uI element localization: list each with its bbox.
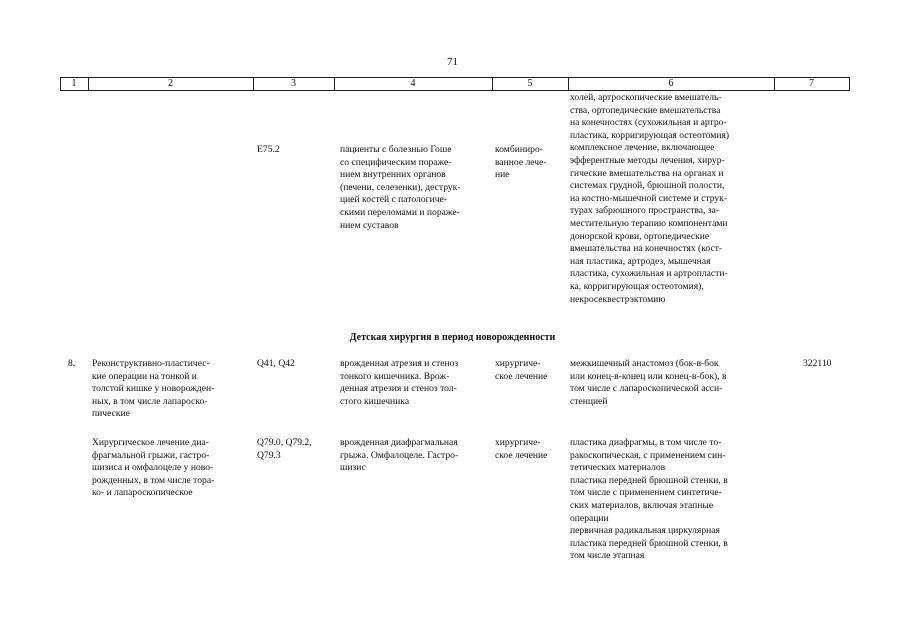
continued-treatment-type: комбиниро- ванное лече- ние [495, 144, 547, 181]
section-title: Детская хирургия в период новорожденности [349, 332, 556, 343]
column-header-3: 3 [291, 78, 296, 89]
column-header-1: 1 [71, 78, 77, 89]
column-header-5: 5 [527, 78, 533, 89]
continued-model: пациенты с болезнью Гоше со специфическим пораже- нием внутренних органов (печени, селезенки), деструк- цией костей с патологиче- скими переломами и пораже- нием суставов [340, 144, 461, 231]
row-number: 8. [68, 358, 76, 369]
row-methods: пластика диафрагмы, в том числе то- ракоскопическая, с применением син- тетических материалов пластика передней брюшной стенки, в том числе с применением синтетиче- ских материалов, включая этапные операции первичная радикальная циркулярная пластика передней брюшной стенки, в том числе этапная [570, 437, 728, 562]
row-name: Реконструктивно-пластичес- кие операции на тонкой и толстой кишке у новорожден- ных, в том числе лапароско- пические [92, 358, 215, 420]
column-header-4: 4 [410, 78, 416, 89]
page-number: 71 [447, 56, 458, 68]
column-header-6: 6 [668, 78, 674, 89]
column-header-2: 2 [168, 78, 173, 89]
row-model: врожденная атрезия и стеноз тонкого кишечника. Врож- денная атрезия и стеноз тол- стого кишечника [340, 358, 459, 407]
row-model: врожденная диафрагмальная грыжа. Омфалоцеле. Гастро- шизис [340, 437, 459, 474]
row-treatment-type: хирургиче- ское лечение [495, 437, 548, 461]
row-name: Хирургическое лечение диа- фрагмальной грыжи, гастро- шизиса и омфалоцеле у ново- рожденных, в том числе тора- ко- и лапароскопическое [92, 437, 215, 499]
row-methods: межкишечный анастомоз (бок-в-бок или конец-в-конец или конец-в-бок), в том числе с лапароскопической асси- стенцией [570, 358, 727, 407]
row-code: Q41, Q42 [257, 358, 295, 369]
row-treatment-type: хирургиче- ское лечение [495, 358, 548, 382]
continued-code: E75.2 [257, 144, 280, 155]
column-header-7: 7 [809, 78, 814, 89]
column-divider [849, 77, 850, 91]
row-cost: 322110 [803, 358, 832, 369]
table-header-bottom-rule [60, 90, 850, 91]
continued-methods: холей, артроскопические вмешатель- ства, ортопедические вмешательства на конечностях (сухожильная и артро- пластика, корригирующая остеотомия) комплексное лечение, включающее эфферентные методы лечения, хирур- гические вмешательства на органах и системах грудной, брюшной полости, на костно-мышечной системе и струк- турах забрюшного пространства, за- местительную терапию компонентами донорской крови, ортопедические вмешательства на конечностях (кост- ная пластика, артродез, мышечная пластика, сухожильная и артропласти- ка, корригирующая остеотомия), некросеквестрэктомию [570, 92, 730, 305]
row-code: Q79.0, Q79.2, Q79.3 [257, 437, 312, 461]
